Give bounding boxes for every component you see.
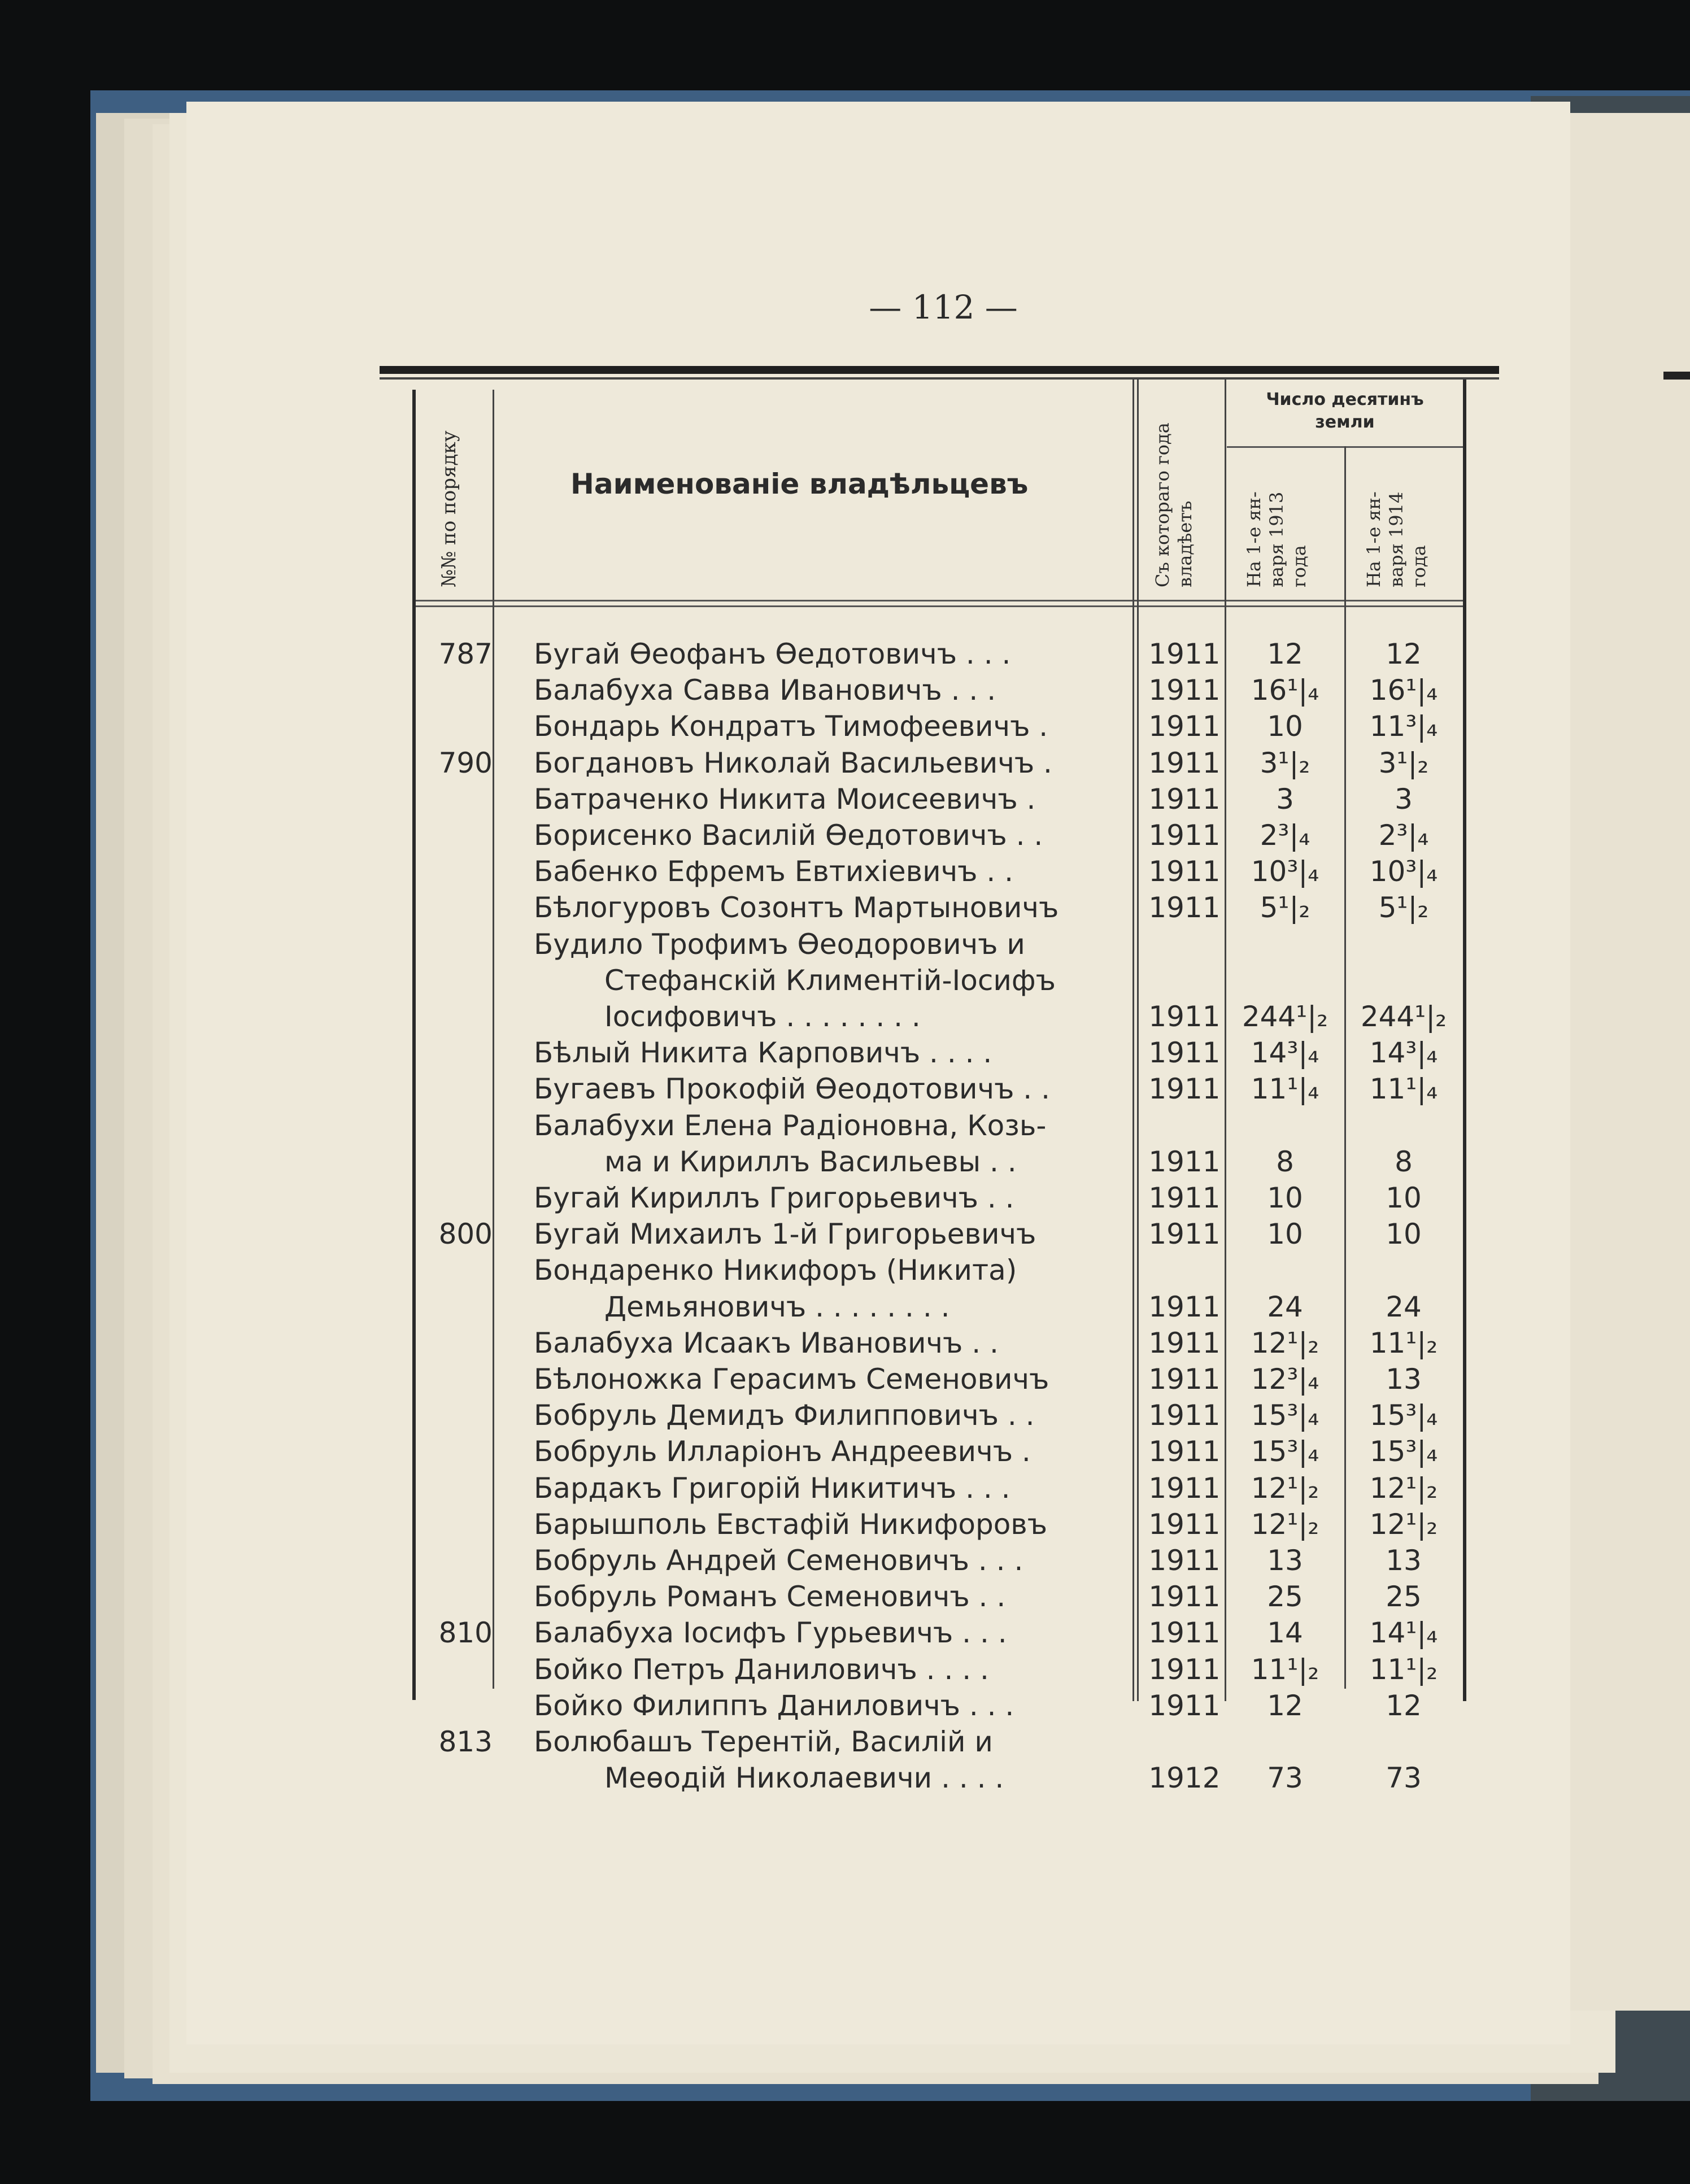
land-1914: 15³|₄ [1369,1435,1438,1468]
table-row [412,636,1463,672]
table-row [412,1108,1463,1144]
table-row [412,708,1463,744]
owned-since-year: 1911 [1148,1507,1221,1541]
land-1914: 12 [1386,1689,1422,1722]
owner-name: Бойко Петръ Даниловичъ . . . . [534,1653,989,1686]
owned-since-year: 1911 [1148,1363,1221,1396]
owner-name: Бобруль Илларіонъ Андреевичъ . [534,1435,1031,1468]
land-1914: 11¹|₄ [1369,1073,1438,1106]
owner-name: Богдановъ Николай Васильевичъ . [534,746,1052,779]
owner-name: Бондаренко Никифоръ (Никита) [534,1254,1017,1287]
owner-name: Бугаевъ Прокофій Ѳеодотовичъ . . [534,1073,1050,1106]
header-group-line2: земли [1315,412,1375,432]
header-1913-line3: года [1288,545,1310,587]
land-1914: 16¹|₄ [1369,674,1438,707]
table-row [412,1615,1463,1651]
table-row [412,1252,1463,1288]
land-1913: 12¹|₂ [1251,1471,1319,1505]
owned-since-year: 1911 [1148,1653,1221,1686]
land-1914: 13 [1386,1363,1422,1396]
owner-name: Бугай Кириллъ Григорьевичъ . . [534,1182,1014,1214]
table-row [412,1035,1463,1071]
land-1914: 73 [1386,1762,1422,1795]
facing-page-edge [1570,113,1690,2011]
table-row [412,1433,1463,1470]
land-1913: 14 [1267,1616,1303,1650]
header-separator [412,600,1463,601]
owned-since-year: 1911 [1148,1435,1221,1468]
header-1913-line2: варя 1913 [1266,491,1287,587]
owner-name: Бобруль Андрей Семеновичъ . . . [534,1544,1023,1577]
table-row [412,781,1463,817]
owned-since-year: 1911 [1148,1145,1221,1178]
land-1913: 25 [1267,1580,1303,1614]
owner-name: Батраченко Никита Моисеевичъ . [534,782,1036,816]
header-year-line2: владѣетъ [1174,500,1196,587]
table-row [412,962,1463,999]
land-1913: 12 [1267,1689,1303,1722]
owned-since-year: 1911 [1148,1000,1221,1033]
header-separator [412,605,1463,607]
land-1913: 3 [1276,782,1294,816]
land-1913: 10 [1267,1218,1303,1251]
owner-name: Бойко Филиппъ Даниловичъ . . . [534,1689,1014,1722]
land-1913: 16¹|₄ [1251,674,1319,707]
row-index: 813 [438,1725,493,1758]
land-1914: 14³|₄ [1369,1036,1438,1070]
table-row [412,1144,1463,1180]
owned-since-year: 1911 [1148,1471,1221,1505]
owner-name: Борисенко Василій Ѳедотовичъ . . [534,819,1043,852]
table-row [412,1289,1463,1325]
table-row [412,1506,1463,1542]
land-1914: 10 [1386,1182,1422,1214]
owner-name: Іосифовичъ . . . . . . . . [604,1000,921,1033]
owner-name: Меѳодій Николаевичи . . . . [604,1762,1004,1795]
header-1913-line1: На 1-е ян- [1243,491,1265,587]
owner-name: Бобруль Романъ Семеновичъ . . [534,1580,1006,1614]
owner-name: ма и Кириллъ Васильевы . . [604,1145,1017,1178]
land-1914: 25 [1386,1580,1422,1614]
land-1913: 14³|₄ [1251,1036,1319,1070]
land-1913: 8 [1276,1145,1294,1178]
owner-name: Бѣлоножка Герасимъ Семеновичъ [534,1363,1049,1396]
land-1914: 15³|₄ [1369,1399,1438,1432]
header-owner-name: Наименованіе владѣльцевъ [570,468,1029,500]
owner-name: Стефанскій Климентій-Іосифъ [604,964,1056,997]
land-1914: 12¹|₂ [1369,1507,1438,1541]
table-row [412,1760,1463,1796]
land-1913: 2³|₄ [1260,819,1310,852]
owned-since-year: 1912 [1148,1762,1221,1795]
owner-name: Бабенко Ефремъ Евтихіевичъ . . [534,855,1014,888]
land-1914: 3¹|₂ [1378,746,1429,779]
land-1913: 15³|₄ [1251,1435,1319,1468]
header-group-line1: Число десятинъ [1266,390,1424,409]
owned-since-year: 1911 [1148,782,1221,816]
header-1914-line1: На 1-е ян- [1363,491,1384,587]
header-index: №№ по порядку [438,430,460,587]
owned-since-year: 1911 [1148,1544,1221,1577]
header-1914-line2: варя 1914 [1386,491,1407,587]
land-1914: 14¹|₄ [1369,1616,1438,1650]
table-row [412,1542,1463,1579]
table-row [412,817,1463,853]
land-1913: 12 [1267,638,1303,670]
owner-name: Балабуха Іосифъ Гурьевичъ . . . [534,1616,1007,1650]
land-1913: 10³|₄ [1251,855,1319,888]
land-1914: 3 [1395,782,1413,816]
table-row [412,1361,1463,1397]
owner-name: Болюбашъ Терентій, Василій и [534,1725,993,1758]
owner-name: Балабухи Елена Радіоновна, Козь- [534,1109,1047,1142]
header-group [1227,389,1463,434]
land-1913: 5¹|₂ [1260,891,1310,925]
table-row [412,1180,1463,1216]
land-1913: 24 [1267,1290,1303,1323]
owned-since-year: 1911 [1148,891,1221,925]
facing-page-rule [1663,372,1690,380]
owner-name: Балабуха Исаакъ Ивановичъ . . [534,1326,999,1359]
owned-since-year: 1911 [1148,1689,1221,1722]
land-1913: 244¹|₂ [1242,1000,1329,1033]
owner-name: Будило Трофимъ Ѳеодоровичъ и [534,927,1025,961]
owner-name: Бондарь Кондратъ Тимофеевичъ . [534,710,1048,743]
owned-since-year: 1911 [1148,674,1221,707]
table-row [412,853,1463,890]
land-1913: 12¹|₂ [1251,1326,1319,1359]
table-row [412,1216,1463,1252]
owned-since-year: 1911 [1148,1073,1221,1106]
owned-since-year: 1911 [1148,1580,1221,1614]
table-top-rule [380,366,1499,374]
owned-since-year: 1911 [1148,746,1221,779]
owned-since-year: 1911 [1148,1399,1221,1432]
row-index: 787 [438,638,493,670]
header-1914-line3: года [1408,545,1430,587]
land-1913: 13 [1267,1544,1303,1577]
table-row [412,1325,1463,1361]
header-year-line1: Съ котораго года [1152,422,1173,587]
land-1914: 10 [1386,1218,1422,1251]
table-border-right [1463,380,1466,1701]
land-1913: 10 [1267,710,1303,743]
land-1914: 24 [1386,1290,1422,1323]
owned-since-year: 1911 [1148,1616,1221,1650]
owner-name: Бобруль Демидъ Филипповичъ . . [534,1399,1035,1432]
land-1914: 8 [1395,1145,1413,1178]
land-1914: 13 [1386,1544,1422,1577]
owned-since-year: 1911 [1148,710,1221,743]
owned-since-year: 1911 [1148,638,1221,670]
table-row [412,1651,1463,1688]
owner-name: Бѣлый Никита Карповичъ . . . . [534,1036,992,1070]
page-number: — 112 — [869,288,1018,326]
owned-since-year: 1911 [1148,855,1221,888]
table-row [412,926,1463,962]
land-1914: 2³|₄ [1378,819,1429,852]
owned-since-year: 1911 [1148,1036,1221,1070]
owner-name: Бардакъ Григорій Никитичъ . . . [534,1471,1010,1505]
land-1914: 12¹|₂ [1369,1471,1438,1505]
table-row [412,745,1463,781]
owned-since-year: 1911 [1148,819,1221,852]
table-row [412,1470,1463,1506]
table-row [412,672,1463,708]
table-top-rule-thin [380,377,1499,380]
owned-since-year: 1911 [1148,1290,1221,1323]
land-1913: 12¹|₂ [1251,1507,1319,1541]
land-1913: 10 [1267,1182,1303,1214]
land-1914: 244¹|₂ [1360,1000,1447,1033]
table-row [412,1071,1463,1107]
land-1914: 11¹|₂ [1369,1653,1438,1686]
owner-name: Демьяновичъ . . . . . . . . [604,1290,950,1323]
land-1914: 5¹|₂ [1378,891,1429,925]
table-row [412,1688,1463,1724]
land-1914: 11¹|₂ [1369,1326,1438,1359]
land-1914: 10³|₄ [1369,855,1438,888]
land-1913: 73 [1267,1762,1303,1795]
owner-name: Бугай Ѳеофанъ Ѳедотовичъ . . . [534,638,1011,670]
land-1913: 11¹|₄ [1251,1073,1319,1106]
land-1913: 15³|₄ [1251,1399,1319,1432]
owner-name: Балабуха Савва Ивановичъ . . . [534,674,996,707]
land-1913: 12³|₄ [1251,1363,1319,1396]
owner-name: Бѣлогуровъ Созонтъ Мартыновичъ [534,891,1059,925]
land-1914: 11³|₄ [1369,710,1438,743]
table-row [412,1397,1463,1433]
owned-since-year: 1911 [1148,1182,1221,1214]
table-row [412,1724,1463,1760]
owned-since-year: 1911 [1148,1326,1221,1359]
row-index: 790 [438,746,493,779]
row-index: 800 [438,1218,493,1251]
land-1913: 11¹|₂ [1251,1653,1319,1686]
owned-since-year: 1911 [1148,1218,1221,1251]
row-index: 810 [438,1616,493,1650]
table-row [412,890,1463,926]
owner-name: Барышполь Евстафій Никифоровъ [534,1507,1048,1541]
land-1914: 12 [1386,638,1422,670]
table-row [412,1579,1463,1615]
land-1913: 3¹|₂ [1260,746,1310,779]
table-row [412,999,1463,1035]
owner-name: Бугай Михаилъ 1-й Григорьевичъ [534,1218,1036,1251]
